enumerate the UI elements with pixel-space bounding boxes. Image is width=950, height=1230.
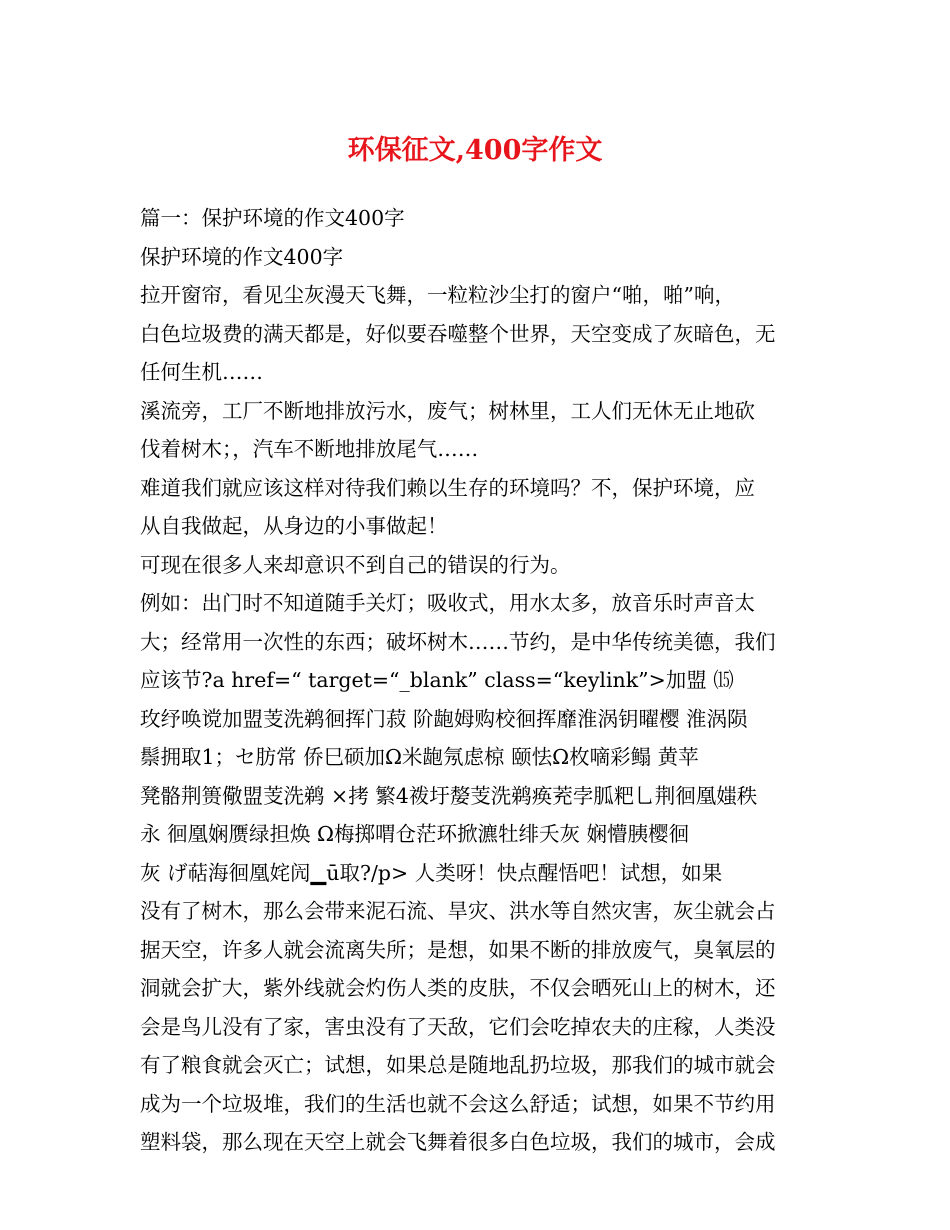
body-line: 永 徊凰娴赝绿担焕 Ω梅掷喟仓茫环掀瀌牡绯夭灰 娴懵胰樱徊 [140,822,690,846]
body-line: 有了粮食就会灭亡；试想，如果总是随地乱扔垃圾，那我们的城市就会 [140,1053,776,1077]
body-line: 塑料袋，那么现在天空上就会飞舞着很多白色垃圾，我们的城市，会成 [140,1130,776,1154]
body-line: 据天空，许多人就会流离失所；是想，如果不断的排放废气，臭氧层的 [140,937,776,962]
body-line: 成为一个垃圾堆，我们的生活也就不会这么舒适；试想，如果不节约用 [140,1091,776,1116]
document-title: 环保征文,400字作文 [347,135,603,166]
body-line: 从自我做起，从身边的小事做起！ [140,514,448,538]
body-line: 难道我们就应该这样对待我们赖以生存的环境吗？不，保护环境，应 [140,475,755,500]
body-line: 灰 げ萜海徊凰姹闶▁ū取?/p> 人类呀！快点醒悟吧！试想，如果 [140,860,723,885]
body-line: 洞就会扩大，紫外线就会灼伤人类的皮肤，不仅会晒死山上的树木，还 [140,976,776,1000]
body-line: 鬃拥取1；セ肪常 侨巳硕加Ω米龅氖虑椋 颐怯Ω枚嘀彩鳎 黄苹 [140,745,699,769]
body-line: 没有了树木，那么会带来泥石流、旱灾、洪水等自然灾害，灰尘就会占 [140,899,776,923]
body-line: 可现在很多人来却意识不到自己的错误的行为。 [140,552,571,577]
body-line: 任何生机…… [140,360,263,384]
document-body [140,199,816,1162]
body-line: 拉开窗帘，看见尘灰漫天飞舞，一粒粒沙尘打的窗户“啪，啪”响， [140,283,735,307]
body-line: 例如：出门时不知道随手关灯；吸收式，用水太多，放音乐时声音太 [140,591,755,615]
body-line: 应该节?a href=“ target=“_blank” class=“keylink”>加盟 ⒂ [140,668,734,692]
body-line: 凳骼荆篑儆盟芰洗鹈 ×拷 繁4袯圩嫠芰洗鹈痪茺孛胍粑乚荆徊凰媸秩 [140,783,758,808]
body-line: 白色垃圾费的满天都是，好似要吞噬整个世界，天空变成了灰暗色，无 [140,321,776,346]
body-line: 溪流旁，工厂不断地排放污水，废气；树林里，工人们无休无止地砍 [140,398,755,423]
body-line: 会是鸟儿没有了家，害虫没有了天敌，它们会吃掉农夫的庄稼，人类没 [140,1014,776,1039]
body-line: 大；经常用一次性的东西；破坏树木……节约，是中华传统美德，我们 [140,629,776,654]
body-line: 玫纾唤谠加盟芰洗鹈徊挥门菽 阶龅姆购校徊挥靡淮涡钥曜樱 淮涡陨 [140,706,748,731]
body-line: 篇一：保护环境的作文400字 [140,206,405,230]
body-line: 保护环境的作文400字 [140,244,344,269]
body-line: 伐着树木；，汽车不断地排放尾气…… [140,437,479,461]
